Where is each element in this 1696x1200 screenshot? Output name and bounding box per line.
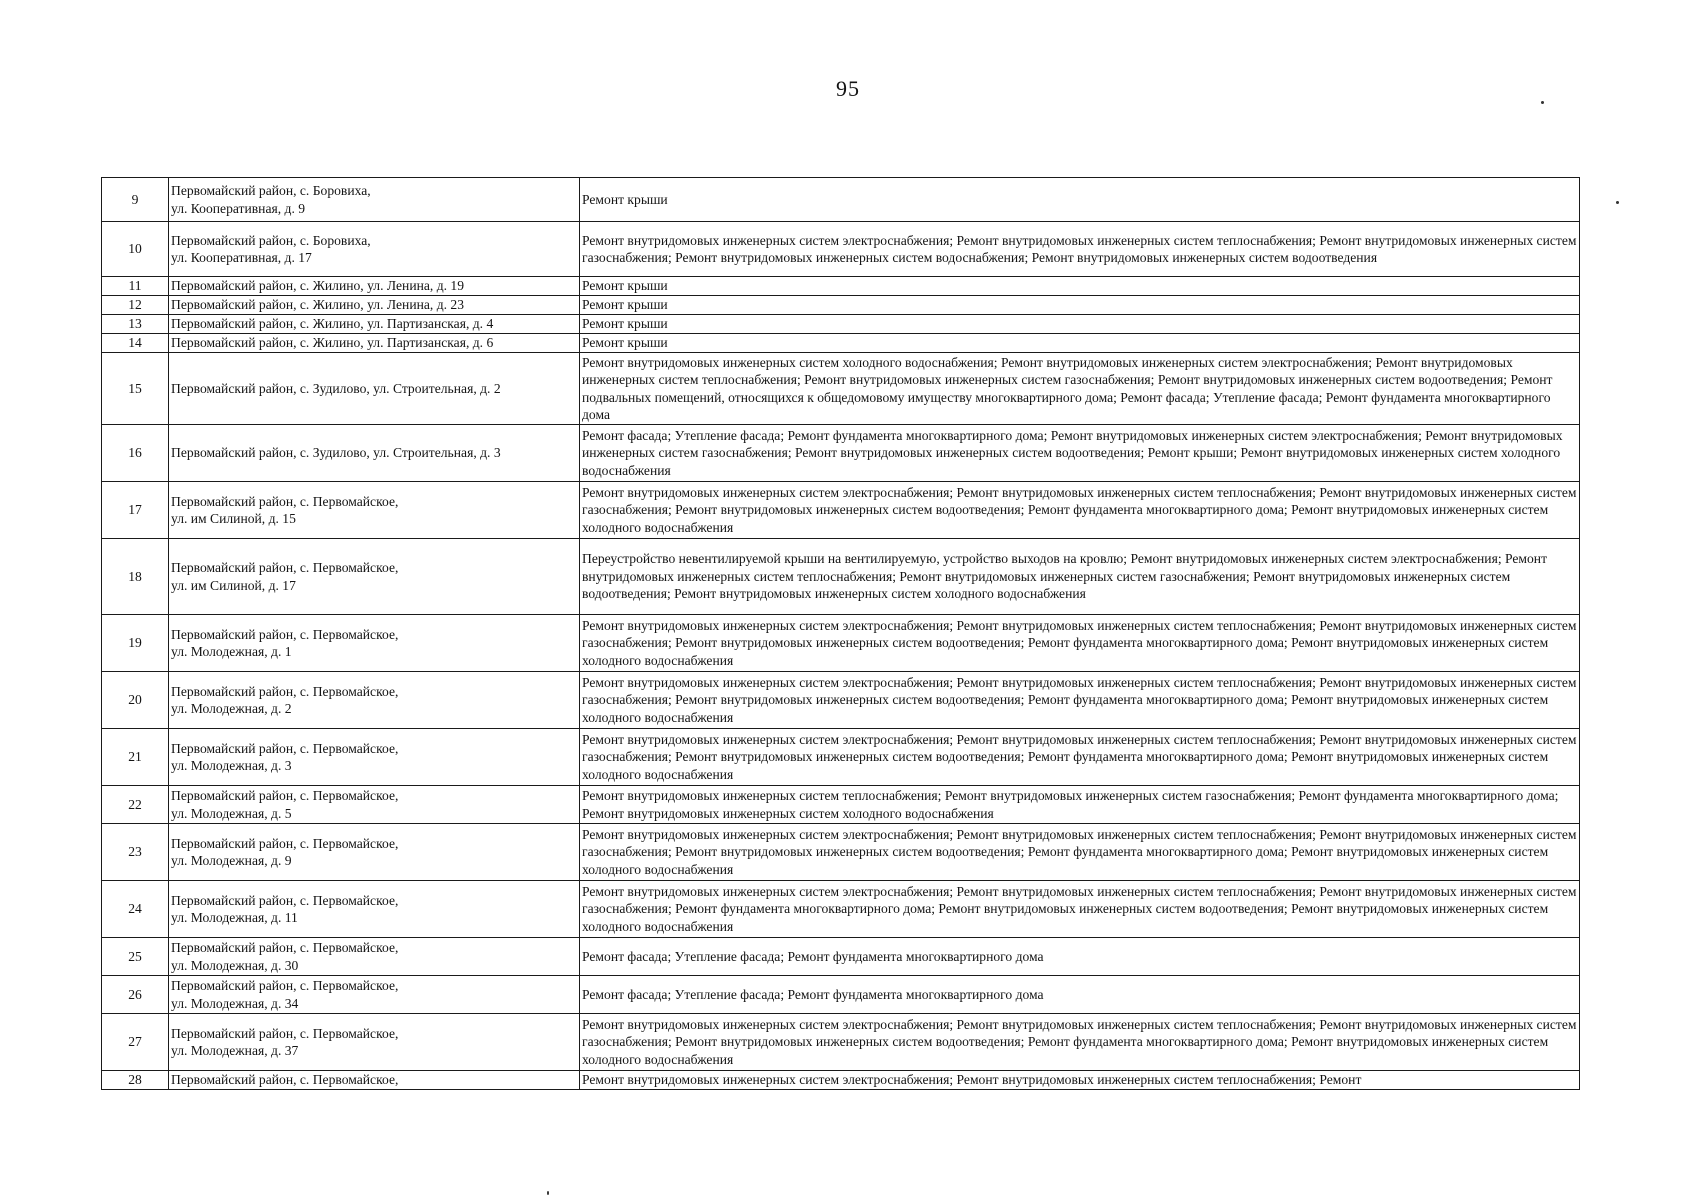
- address-cell: Первомайский район, с. Первомайское, ул. им Силиной, д. 15: [169, 482, 580, 539]
- works-cell: Ремонт внутридомовых инженерных систем электроснабжения; Ремонт внутридомовых инженерных систем теплоснабжения; Ремонт внутридомовых инженерных систем газоснабжения; Ремонт внутридомовых инженерных систем водоотведения; Ремонт фундамента многоквартирного дома; Ремонт внутридомовых инженерных систем холодного водоснабжения: [580, 482, 1580, 539]
- address-cell: Первомайский район, с. Жилино, ул. Партизанская, д. 6: [169, 334, 580, 353]
- table-row: [102, 539, 1580, 615]
- row-number: 21: [102, 729, 169, 786]
- row-number: 22: [102, 786, 169, 824]
- address-cell: Первомайский район, с. Боровиха, ул. Кооперативная, д. 17: [169, 222, 580, 277]
- address-cell: Первомайский район, с. Первомайское, ул. Молодежная, д. 3: [169, 729, 580, 786]
- row-number: 23: [102, 824, 169, 881]
- works-cell: Ремонт крыши: [580, 334, 1580, 353]
- table-row: [102, 1014, 1580, 1071]
- row-number: 24: [102, 881, 169, 938]
- works-cell: Ремонт внутридомовых инженерных систем холодного водоснабжения; Ремонт внутридомовых инженерных систем электроснабжения; Ремонт внутридомовых инженерных систем теплоснабжения; Ремонт внутридомовых инженерных систем газоснабжения; Ремонт внутридомовых инженерных систем водоотведения; Ремонт подвальных помещений, относящихся к общедомовому имуществу многоквартирного дома; Ремонт фасада; Утепление фасада; Ремонт фундамента многоквартирного дома: [580, 353, 1580, 425]
- table-row: [102, 425, 1580, 482]
- works-cell: Ремонт внутридомовых инженерных систем электроснабжения; Ремонт внутридомовых инженерных систем теплоснабжения; Ремонт внутридомовых инженерных систем газоснабжения; Ремонт внутридомовых инженерных систем водоотведения; Ремонт фундамента многоквартирного дома; Ремонт внутридомовых инженерных систем холодного водоснабжения: [580, 824, 1580, 881]
- row-number: 17: [102, 482, 169, 539]
- row-number: 18: [102, 539, 169, 615]
- works-cell: Ремонт крыши: [580, 315, 1580, 334]
- row-number: 13: [102, 315, 169, 334]
- address-cell: Первомайский район, с. Жилино, ул. Партизанская, д. 4: [169, 315, 580, 334]
- scan-speck: [1616, 201, 1619, 204]
- address-cell: Первомайский район, с. Первомайское, ул. Молодежная, д. 37: [169, 1014, 580, 1071]
- address-cell: Первомайский район, с. Зудилово, ул. Строительная, д. 3: [169, 425, 580, 482]
- table-row: [102, 938, 1580, 976]
- works-cell: Ремонт крыши: [580, 178, 1580, 222]
- row-number: 19: [102, 615, 169, 672]
- table-row: [102, 222, 1580, 277]
- address-cell: Первомайский район, с. Первомайское,: [169, 1071, 580, 1090]
- row-number: 9: [102, 178, 169, 222]
- address-cell: Первомайский район, с. Первомайское, ул. Молодежная, д. 11: [169, 881, 580, 938]
- works-cell: Ремонт внутридомовых инженерных систем электроснабжения; Ремонт внутридомовых инженерных систем теплоснабжения; Ремонт внутридомовых инженерных систем газоснабжения; Ремонт внутридомовых инженерных систем водоотведения; Ремонт фундамента многоквартирного дома; Ремонт внутридомовых инженерных систем холодного водоснабжения: [580, 729, 1580, 786]
- row-number: 12: [102, 296, 169, 315]
- table-row: [102, 296, 1580, 315]
- works-cell: Ремонт фасада; Утепление фасада; Ремонт фундамента многоквартирного дома: [580, 976, 1580, 1014]
- address-cell: Первомайский район, с. Первомайское, ул. им Силиной, д. 17: [169, 539, 580, 615]
- row-number: 14: [102, 334, 169, 353]
- scan-speck: [547, 1191, 549, 1195]
- address-cell: Первомайский район, с. Первомайское, ул. Молодежная, д. 9: [169, 824, 580, 881]
- address-cell: Первомайский район, с. Первомайское, ул. Молодежная, д. 34: [169, 976, 580, 1014]
- table-row: [102, 482, 1580, 539]
- housing-repair-table: [101, 177, 1580, 1090]
- address-cell: Первомайский район, с. Жилино, ул. Ленина, д. 23: [169, 296, 580, 315]
- table-row: [102, 976, 1580, 1014]
- works-cell: Ремонт внутридомовых инженерных систем электроснабжения; Ремонт внутридомовых инженерных систем теплоснабжения; Ремонт внутридомовых инженерных систем газоснабжения; Ремонт внутридомовых инженерных систем водоотведения; Ремонт фундамента многоквартирного дома; Ремонт внутридомовых инженерных систем холодного водоснабжения: [580, 615, 1580, 672]
- row-number: 25: [102, 938, 169, 976]
- table-body: [102, 178, 1580, 1090]
- table-row: [102, 672, 1580, 729]
- works-cell: Переустройство невентилируемой крыши на вентилируемую, устройство выходов на кровлю; Ремонт внутридомовых инженерных систем электроснабжения; Ремонт внутридомовых инженерных систем теплоснабжения; Ремонт внутридомовых инженерных систем газоснабжения; Ремонт внутридомовых инженерных систем водоотведения; Ремонт внутридомовых инженерных систем холодного водоснабжения: [580, 539, 1580, 615]
- address-cell: Первомайский район, с. Первомайское, ул. Молодежная, д. 5: [169, 786, 580, 824]
- address-cell: Первомайский район, с. Первомайское, ул. Молодежная, д. 1: [169, 615, 580, 672]
- address-cell: Первомайский район, с. Первомайское, ул. Молодежная, д. 30: [169, 938, 580, 976]
- row-number: 10: [102, 222, 169, 277]
- row-number: 28: [102, 1071, 169, 1090]
- works-cell: Ремонт внутридомовых инженерных систем электроснабжения; Ремонт внутридомовых инженерных систем теплоснабжения; Ремонт внутридомовых инженерных систем газоснабжения; Ремонт фундамента многоквартирного дома; Ремонт внутридомовых инженерных систем водоотведения; Ремонт внутридомовых инженерных систем холодного водоснабжения: [580, 881, 1580, 938]
- row-number: 20: [102, 672, 169, 729]
- works-cell: Ремонт внутридомовых инженерных систем электроснабжения; Ремонт внутридомовых инженерных систем теплоснабжения; Ремонт внутридомовых инженерных систем газоснабжения; Ремонт внутридомовых инженерных систем водоотведения; Ремонт фундамента многоквартирного дома; Ремонт внутридомовых инженерных систем холодного водоснабжения: [580, 672, 1580, 729]
- row-number: 27: [102, 1014, 169, 1071]
- table-row: [102, 729, 1580, 786]
- row-number: 15: [102, 353, 169, 425]
- works-cell: Ремонт фасада; Утепление фасада; Ремонт фундамента многоквартирного дома: [580, 938, 1580, 976]
- table-row: [102, 315, 1580, 334]
- address-cell: Первомайский район, с. Первомайское, ул. Молодежная, д. 2: [169, 672, 580, 729]
- row-number: 11: [102, 277, 169, 296]
- works-cell: Ремонт внутридомовых инженерных систем электроснабжения; Ремонт внутридомовых инженерных систем теплоснабжения; Ремонт: [580, 1071, 1580, 1090]
- works-cell: Ремонт внутридомовых инженерных систем электроснабжения; Ремонт внутридомовых инженерных систем теплоснабжения; Ремонт внутридомовых инженерных систем газоснабжения; Ремонт внутридомовых инженерных систем водоотведения; Ремонт фундамента многоквартирного дома; Ремонт внутридомовых инженерных систем холодного водоснабжения: [580, 1014, 1580, 1071]
- works-cell: Ремонт фасада; Утепление фасада; Ремонт фундамента многоквартирного дома; Ремонт внутридомовых инженерных систем электроснабжения; Ремонт внутридомовых инженерных систем газоснабжения; Ремонт внутридомовых инженерных систем водоотведения; Ремонт крыши; Ремонт внутридомовых инженерных систем холодного водоснабжения: [580, 425, 1580, 482]
- works-cell: Ремонт крыши: [580, 296, 1580, 315]
- table-row: [102, 353, 1580, 425]
- table-row: [102, 786, 1580, 824]
- table-row: [102, 615, 1580, 672]
- scan-speck: [1541, 101, 1544, 104]
- table-row: [102, 881, 1580, 938]
- works-cell: Ремонт внутридомовых инженерных систем теплоснабжения; Ремонт внутридомовых инженерных систем газоснабжения; Ремонт фундамента многоквартирного дома; Ремонт внутридомовых инженерных систем холодного водоснабжения: [580, 786, 1580, 824]
- address-cell: Первомайский район, с. Жилино, ул. Ленина, д. 19: [169, 277, 580, 296]
- table-row: [102, 1071, 1580, 1090]
- table-row: [102, 178, 1580, 222]
- page-number: 95: [836, 76, 860, 101]
- works-cell: Ремонт крыши: [580, 277, 1580, 296]
- table-row: [102, 277, 1580, 296]
- table-row: [102, 334, 1580, 353]
- address-cell: Первомайский район, с. Зудилово, ул. Строительная, д. 2: [169, 353, 580, 425]
- table-row: [102, 824, 1580, 881]
- row-number: 16: [102, 425, 169, 482]
- row-number: 26: [102, 976, 169, 1014]
- works-cell: Ремонт внутридомовых инженерных систем электроснабжения; Ремонт внутридомовых инженерных систем теплоснабжения; Ремонт внутридомовых инженерных систем газоснабжения; Ремонт внутридомовых инженерных систем водоснабжения; Ремонт внутридомовых инженерных систем водоотведения: [580, 222, 1580, 277]
- address-cell: Первомайский район, с. Боровиха, ул. Кооперативная, д. 9: [169, 178, 580, 222]
